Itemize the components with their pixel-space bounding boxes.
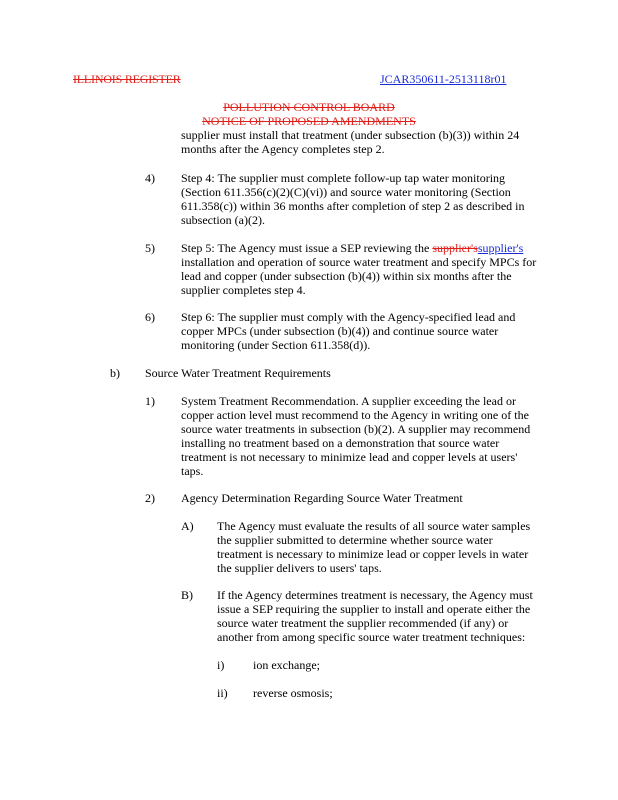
item-number: A): [181, 519, 194, 533]
paragraph-line: [181, 241, 523, 256]
paragraph-line: supplier completes step 4.: [181, 283, 306, 297]
item-number: i): [217, 658, 225, 672]
paragraph-line: subsection (a)(2).: [181, 213, 265, 227]
paragraph-line: If the Agency determines treatment is necessary, the Agency must: [217, 588, 533, 602]
subsection-title: Agency Determination Regarding Source Water Treatment: [181, 491, 463, 505]
list-item: ion exchange;: [253, 658, 320, 672]
item-number: 4): [145, 171, 155, 185]
paragraph-line: treatment is not necessary to minimize lead and copper levels at users': [181, 450, 518, 464]
jcar-code: JCAR350611-2513118r01: [380, 72, 507, 86]
paragraph-line: source water treatment the supplier recommended (if any) or: [217, 616, 509, 630]
continuation-line-1: supplier must install that treatment (under subsection (b)(3)) within 24: [181, 128, 520, 142]
list-item: reverse osmosis;: [253, 686, 333, 700]
item-number: 6): [145, 310, 155, 324]
paragraph-line: (Section 611.356(c)(2)(C)(vi)) and source water monitoring (Section: [181, 185, 511, 199]
inserted-text: supplier's: [477, 241, 524, 255]
item-number: 5): [145, 241, 155, 255]
deleted-text: supplier's: [432, 241, 478, 255]
paragraph-line: monitoring (under Section 611.358(d)).: [181, 338, 371, 352]
notice-title: NOTICE OF PROPOSED AMENDMENTS: [202, 114, 416, 128]
paragraph-line: issue a SEP requiring the supplier to install and operate either the: [217, 602, 531, 616]
item-number: B): [181, 588, 193, 602]
paragraph-line: System Treatment Recommendation. A supplier exceeding the lead or: [181, 394, 516, 408]
continuation-line-2: months after the Agency completes step 2.: [181, 142, 385, 156]
paragraph-line: the supplier submitted to determine whether source water: [217, 533, 493, 547]
paragraph-line: Step 4: The supplier must complete follow-up tap water monitoring: [181, 171, 506, 185]
paragraph-line: the supplier delivers to users' taps.: [217, 561, 382, 575]
item-number: 1): [145, 394, 155, 408]
paragraph-line: source water treatments in subsection (b)(2). A supplier may recommend: [181, 422, 531, 436]
paragraph-line: The Agency must evaluate the results of all source water samples: [217, 519, 531, 533]
paragraph-line: 611.358(c)) within 36 months after completion of step 2 as described in: [181, 199, 525, 213]
text-run: installation and operation of source water treatment and specify: [181, 255, 487, 269]
item-number: ii): [217, 686, 228, 700]
item-number: 2): [145, 491, 155, 505]
paragraph-line: lead and copper (under subsection (b)(4)) within six months after the: [181, 269, 512, 283]
paragraph-line: [181, 255, 536, 270]
paragraph-line: treatment is necessary to minimize lead or copper levels in water: [217, 547, 529, 561]
text-run: Step 5: The Agency must issue a SEP reviewing the: [181, 241, 433, 255]
paragraph-line: taps.: [181, 464, 204, 478]
paragraph-line: copper action level must recommend to the Agency in writing one of the: [181, 408, 529, 422]
paragraph-line: installing no treatment based on a demonstration that source water: [181, 436, 500, 450]
text-run: MPCs for: [489, 255, 537, 269]
board-title: POLLUTION CONTROL BOARD: [223, 100, 395, 114]
section-title: Source Water Treatment Requirements: [145, 366, 331, 380]
section-number: b): [110, 366, 120, 380]
paragraph-line: copper MPCs (under subsection (b)(4)) and continue source water: [181, 324, 499, 338]
register-header: ILLINOIS REGISTER: [73, 72, 181, 86]
paragraph-line: another from among specific source water treatment techniques:: [217, 630, 526, 644]
paragraph-line: Step 6: The supplier must comply with the Agency-specified lead and: [181, 310, 516, 324]
